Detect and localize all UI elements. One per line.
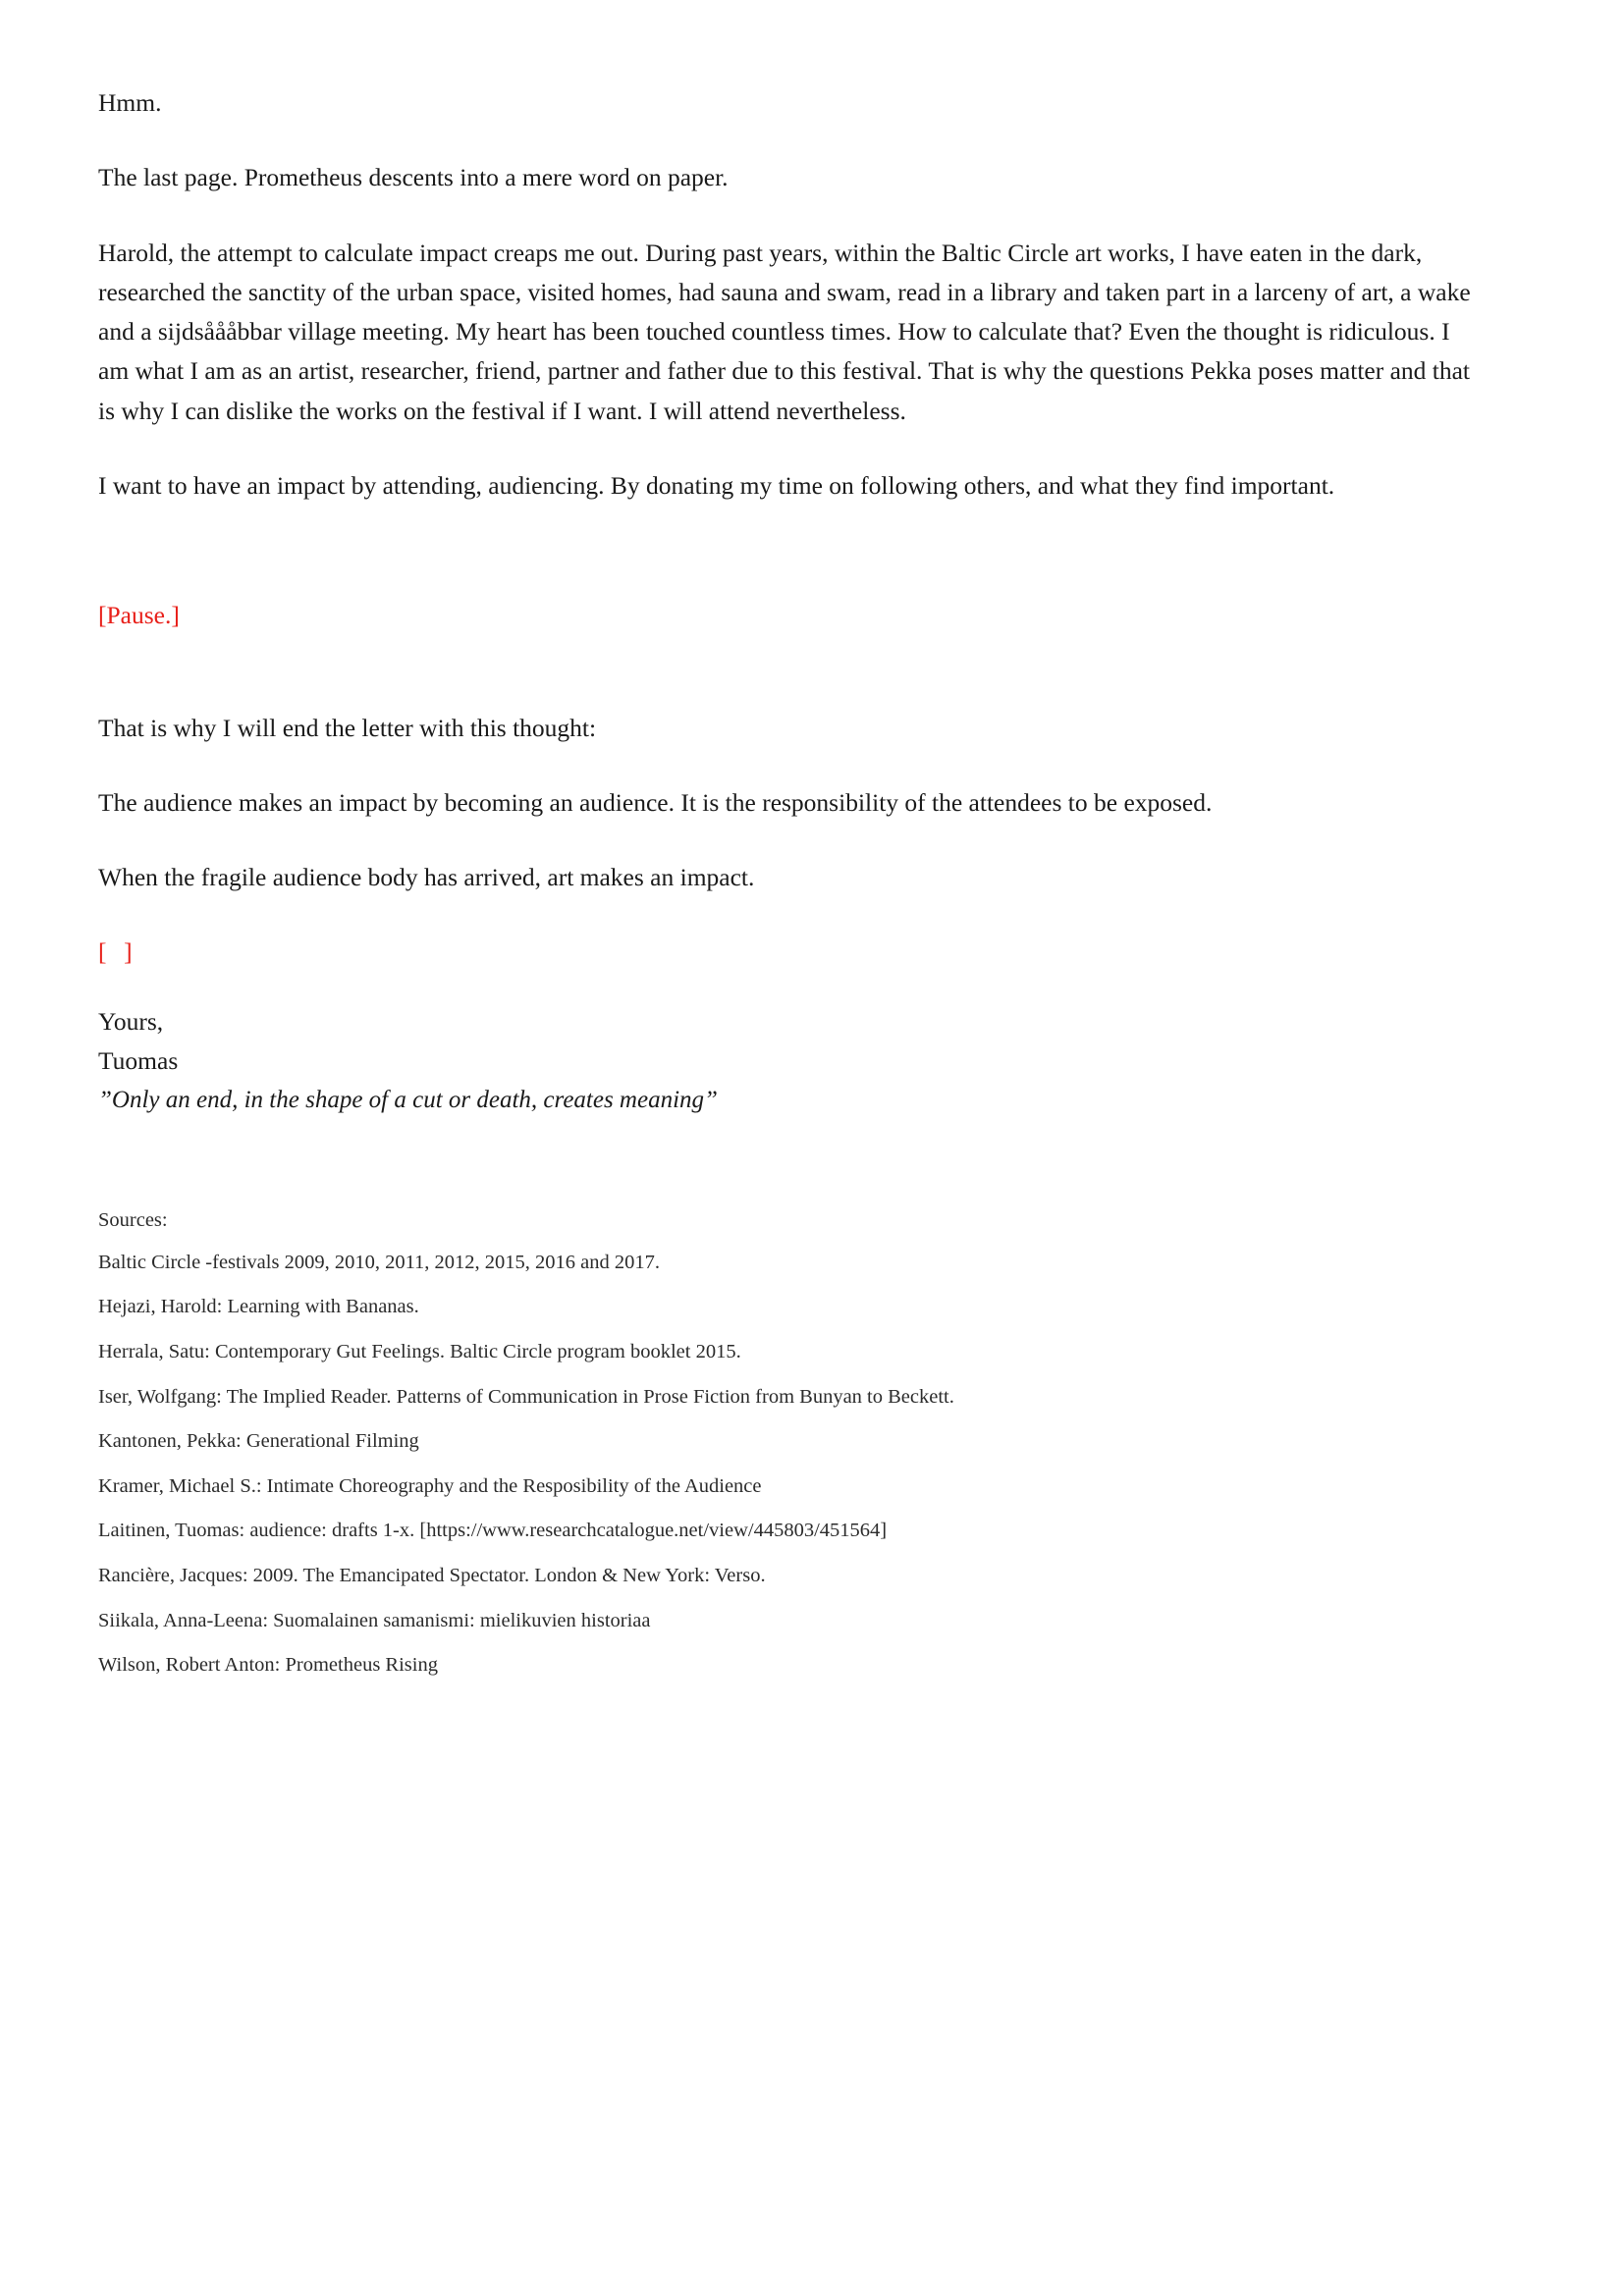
source-item: Kramer, Michael S.: Intimate Choreography and the Resposibility of the Audience	[98, 1474, 762, 1497]
spacer-after-pause	[98, 636, 1477, 709]
signoff-quote: ”Only an end, in the shape of a cut or death, creates meaning”	[98, 1087, 718, 1114]
source-item: Siikala, Anna-Leena: Suomalainen samanismi: mielikuvien historiaa	[98, 1609, 651, 1631]
paragraph-1: Hmm.	[98, 88, 162, 117]
paragraph-6: The audience makes an impact by becoming an audience. It is the responsibility of the attendees to be exposed.	[98, 787, 1213, 817]
sources-title: Sources:	[98, 1209, 168, 1232]
spacer-before-pause	[98, 541, 1477, 596]
source-item: Wilson, Robert Anton: Prometheus Rising	[98, 1654, 438, 1677]
spacer-before-signoff	[98, 973, 1477, 1002]
pause-marker: [Pause.]	[98, 601, 180, 630]
source-item: Laitinen, Tuomas: audience: drafts 1-x. [https://www.researchcatalogue.net/view/445803/451564]	[98, 1520, 888, 1542]
source-item: Kantonen, Pekka: Generational Filming	[98, 1430, 419, 1453]
paragraph-2: The last page. Prometheus descents into a mere word on paper.	[98, 163, 729, 192]
empty-bracket-marker: [ ]	[98, 937, 138, 967]
sources-section	[98, 1210, 1477, 1679]
signoff-name: Tuomas	[98, 1045, 179, 1075]
source-item: Iser, Wolfgang: The Implied Reader. Patterns of Communication in Prose Fiction from Bunyan to Beckett.	[98, 1385, 954, 1408]
paragraph-7: When the fragile audience body has arrived, art makes an impact.	[98, 863, 755, 892]
signoff-closing: Yours,	[98, 1006, 164, 1036]
paragraph-3: Harold, the attempt to calculate impact creaps me out. During past years, within the Baltic Circle art works, I have eaten in the dark, researched the sanctity of the urban space, visited homes, had sauna and swam, read in a library and taken part in a larceny of art, a wake and a sijdsåååbbar village meeting. My heart has been touched countless times. How to calculate that? Even the thought is ridiculous. I am what I am as an artist, researcher, friend, partner and father due to this festival. That is why the questions Pekka poses matter and that is why I can dislike the works on the festival if I want. I will attend nevertheless.	[98, 238, 1471, 425]
source-item: Rancière, Jacques: 2009. The Emancipated Spectator. London & New York: Verso.	[98, 1565, 766, 1587]
source-item: Baltic Circle -festivals 2009, 2010, 2011, 2012, 2015, 2016 and 2017.	[98, 1251, 661, 1273]
paragraph-4: I want to have an impact by attending, audiencing. By donating my time on following others, and what they find important.	[98, 470, 1335, 500]
source-item: Hejazi, Harold: Learning with Bananas.	[98, 1296, 419, 1318]
paragraph-5: That is why I will end the letter with this thought:	[98, 713, 597, 742]
source-item: Herrala, Satu: Contemporary Gut Feelings. Baltic Circle program booklet 2015.	[98, 1340, 741, 1362]
